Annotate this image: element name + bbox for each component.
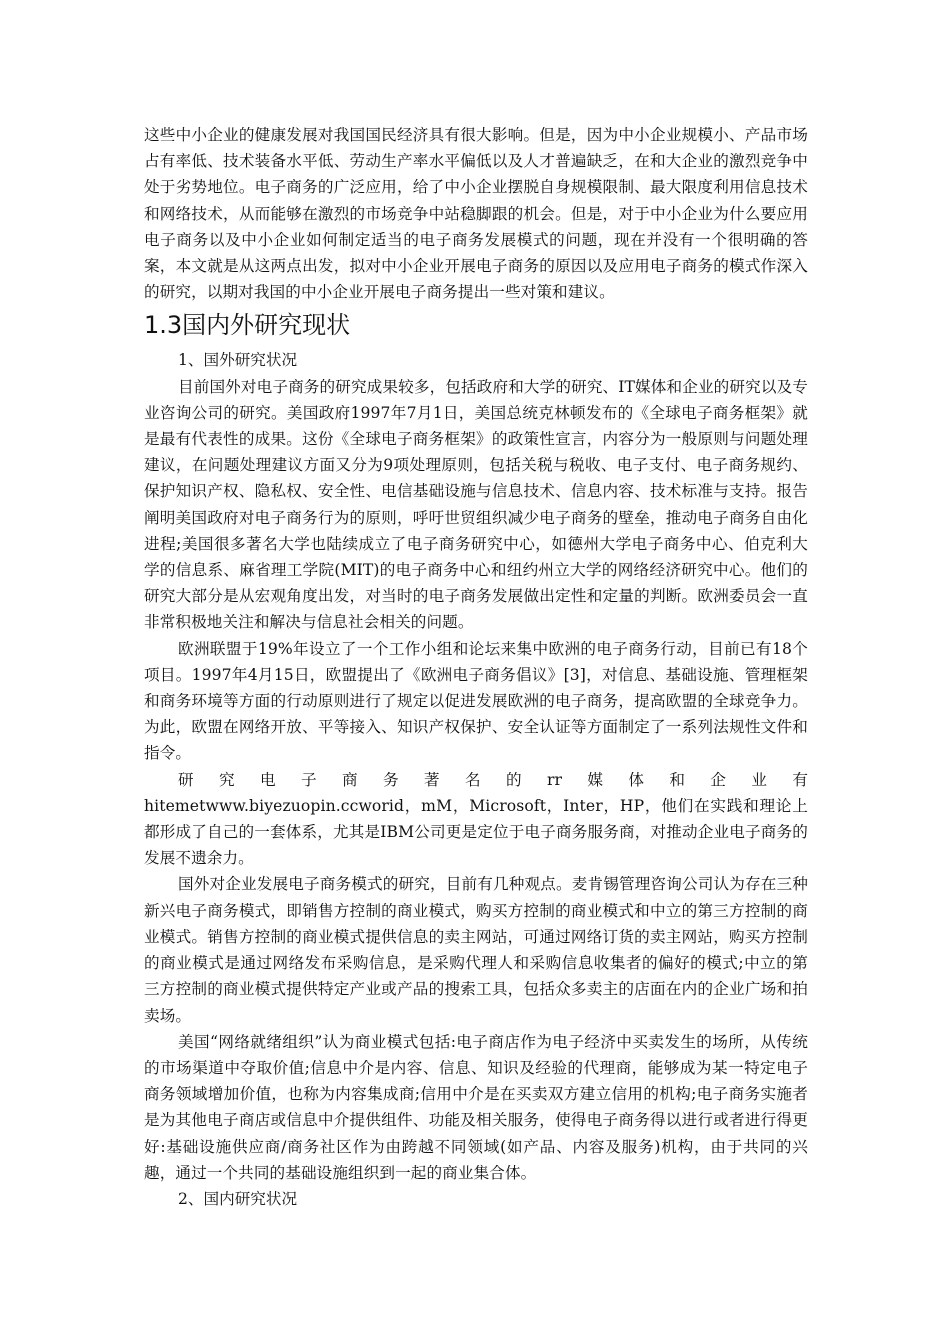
paragraph-media-companies-rest: hitemetwww.biyezuopin.ccworid，mM，Microsoft，Inter，HP，他们在实践和理论上都形成了自己的一套体系，尤其是IBM公司更是定位于电子商务服务商，对推动企业电子商务的发展不遗余力。 (144, 796, 808, 868)
document-page (144, 122, 808, 1212)
paragraph-media-companies-line1: 研究电子商务著名的rr媒体和企业有 (178, 770, 808, 789)
intro-paragraph: 这些中小企业的健康发展对我国国民经济具有很大影响。但是，因为中小企业规模小、产品市场占有率低、技术装备水平低、劳动生产率水平偏低以及人才普遍缺乏，在和大企业的激烈竞争中处于劣势地位。电子商务的广泛应用，给了中小企业摆脱自身规模限制、最大限度利用信息技术和网络技术，从而能够在激烈的市场竞争中站稳脚跟的机会。但是，对于中小企业为什么要应用电子商务以及中小企业如何制定适当的电子商务发展模式的问题，现在并没有一个很明确的答案，本文就是从这两点出发，拟对中小企业开展电子商务的原因以及应用电子商务的模式作深入的研究，以期对我国的中小企业开展电子商务提出一些对策和建议。 (144, 126, 808, 302)
paragraph-business-models: 国外对企业发展电子商务模式的研究，目前有几种观点。麦肯锡管理咨询公司认为存在三种新兴电子商务模式，即销售方控制的商业模式，购买方控制的商业模式和中立的第三方控制的商业模式。销售方控制的商业模式提供信息的卖主网站，可通过网络订货的卖主网站，购买方控制的商业模式是通过网络发布采购信息，是采购代理人和采购信息收集者的偏好的模式;中立的第三方控制的商业模式提供特定产业或产品的搜索工具，包括众多卖主的店面在内的企业广场和拍卖场。 (144, 875, 808, 1025)
paragraph-network-ready-organization: 美国“网络就绪组织”认为商业模式包括:电子商店作为电子经济中买卖发生的场所，从传统的市场渠道中夺取价值;信息中介是内容、信息、知识及经验的代理商，能够成为某一特定电子商务领域增加价值，也称为内容集成商;信用中介是在买卖双方建立信用的机构;电子商务实施者是为其他电子商店或信息中介提供组件、功能及相关服务，使得电子商务得以进行或者进行得更好:基础设施供应商/商务社区作为由跨越不同领域(如产品、内容及服务)机构，由于共同的兴趣，通过一个共同的基础设施组织到一起的商业集合体。 (144, 1032, 808, 1182)
paragraph-foreign-research-overview: 目前国外对电子商务的研究成果较多，包括政府和大学的研究、IT媒体和企业的研究以及专业咨询公司的研究。美国政府1997年7月1日，美国总统克林顿发布的《全球电子商务框架》就是最有代表性的成果。这份《全球电子商务框架》的政策性宣言，内容分为一般原则与问题处理建议，在问题处理建议方面又分为9项处理原则，包括关税与税收、电子支付、电子商务规约、保护知识产权、隐私权、安全性、电信基础设施与信息技术、信息内容、技术标准与支持。报告阐明美国政府对电子商务行为的原则，呼吁世贸组织减少电子商务的壁垒，推动电子商务自由化进程;美国很多著名大学也陆续成立了电子商务研究中心，如德州大学电子商务中心、伯克利大学的信息系、麻省理工学院(MIT)的电子商务中心和纽约州立大学的网络经济研究中心。他们的研究大部分是从宏观角度出发，对当时的电子商务发展做出定性和定量的判断。欧洲委员会一直非常积极地关注和解决与信息社会相关的问题。 (144, 377, 808, 632)
section-heading: 1.3国内外研究现状 (144, 311, 351, 340)
paragraph-eu-research: 欧洲联盟于19%年设立了一个工作小组和论坛来集中欧洲的电子商务行动，目前已有18个项目。1997年4月15日，欧盟提出了《欧洲电子商务倡议》[3]，对信息、基础设施、管理框架和商务环境等方面的行动原则进行了规定以促进发展欧洲的电子商务，提高欧盟的全球竞争力。为此，欧盟在网络开放、平等接入、知识产权保护、安全认证等方面制定了一系列法规性文件和指令。 (144, 639, 808, 763)
subheading-domestic-research: 2、国内研究状况 (178, 1189, 298, 1208)
subheading-foreign-research: 1、国外研究状况 (178, 351, 298, 370)
